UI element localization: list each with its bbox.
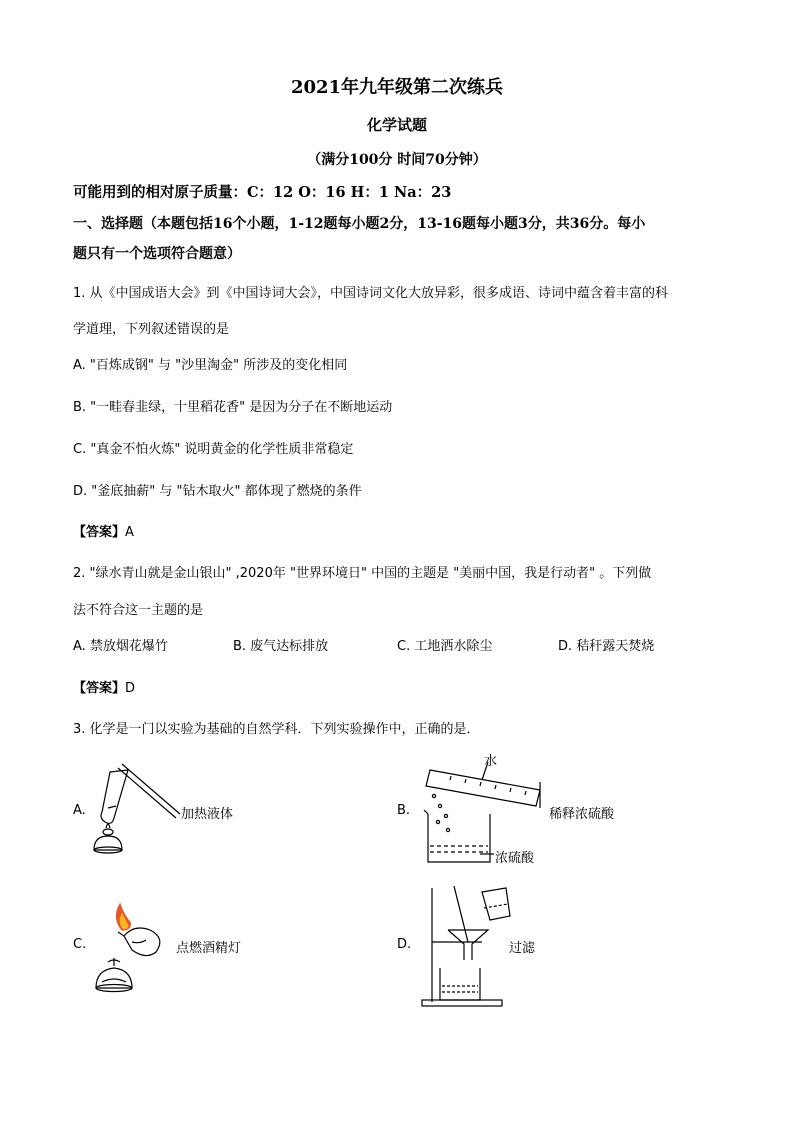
question-3-option-a-label: 加热液体 [181, 807, 234, 822]
question-3-option-a-letter: A. [73, 803, 86, 818]
filtration-illustration [418, 882, 518, 1012]
question-2-stem-cont: 法不符合这一主题的是 [73, 603, 204, 618]
answer-value: A [125, 525, 134, 540]
question-2-option-c: C. 工地洒水除尘 [397, 639, 493, 654]
question-1-option-b: B. "一畦春韭绿，十里稻花香" 是因为分子在不断地运动 [73, 400, 393, 415]
question-2-option-b: B. 废气达标排放 [233, 639, 329, 654]
question-3-option-b-label: 稀释浓硫酸 [549, 807, 615, 822]
question-1-stem-cont: 学道理，下列叙述错误的是 [73, 322, 230, 337]
question-3-option-c-letter: C. [73, 937, 87, 952]
question-1-answer [73, 521, 134, 540]
exam-info: （满分100分 时间70分钟） [307, 152, 487, 168]
question-2-stem: 2. "绿水青山就是金山银山" ,2020年 "世界环境日" 中国的主题是 "美丽中国，我是行动者" 。下列做 [73, 566, 652, 581]
section-heading-cont: 题只有一个选项符合题意） [73, 246, 241, 262]
question-1-option-a: A. "百炼成钢" 与 "沙里淘金" 所涉及的变化相同 [73, 358, 348, 373]
heating-liquid-illustration [88, 760, 188, 860]
question-2-answer [73, 677, 135, 696]
atomic-masses: 可能用到的相对原子质量：C：12 O：16 H：1 Na：23 [73, 184, 452, 201]
question-3-option-b-letter: B. [397, 803, 411, 818]
question-1-option-d: D. "釜底抽薪" 与 "钻木取火" 都体现了燃烧的条件 [73, 484, 362, 499]
subject-title: 化学试题 [366, 116, 427, 134]
question-1-stem: 1. 从《中国成语大会》到《中国诗词大会》，中国诗词文化大放异彩，很多成语、诗词中蕴含着丰富的科 [73, 286, 669, 301]
question-3-option-c-label: 点燃酒精灯 [176, 941, 242, 956]
question-3-option-b-acid-label: 浓硫酸 [495, 851, 535, 866]
question-3-option-d-letter: D. [397, 937, 412, 952]
answer-label: 【答案】 [73, 525, 126, 540]
light-lamp-illustration [88, 900, 173, 995]
section-heading: 一、选择题（本题包括16个小题，1-12题每小题2分，13-16题每小题3分，共36分。每小 [73, 216, 646, 232]
question-3-option-d-label: 过滤 [509, 941, 536, 956]
answer-label: 【答案】 [73, 681, 126, 696]
question-2-option-a: A. 禁放烟花爆竹 [73, 639, 168, 654]
answer-value: D [125, 681, 136, 696]
question-3-option-b-water-label: 水 [484, 754, 498, 769]
question-1-option-c: C. "真金不怕火炼" 说明黄金的化学性质非常稳定 [73, 442, 354, 457]
question-3-stem: 3. 化学是一门以实验为基础的自然学科．下列实验操作中，正确的是． [73, 722, 480, 737]
exam-title: 2021年九年级第二次练兵 [290, 77, 504, 98]
question-2-option-d: D. 秸秆露天焚烧 [558, 639, 655, 654]
